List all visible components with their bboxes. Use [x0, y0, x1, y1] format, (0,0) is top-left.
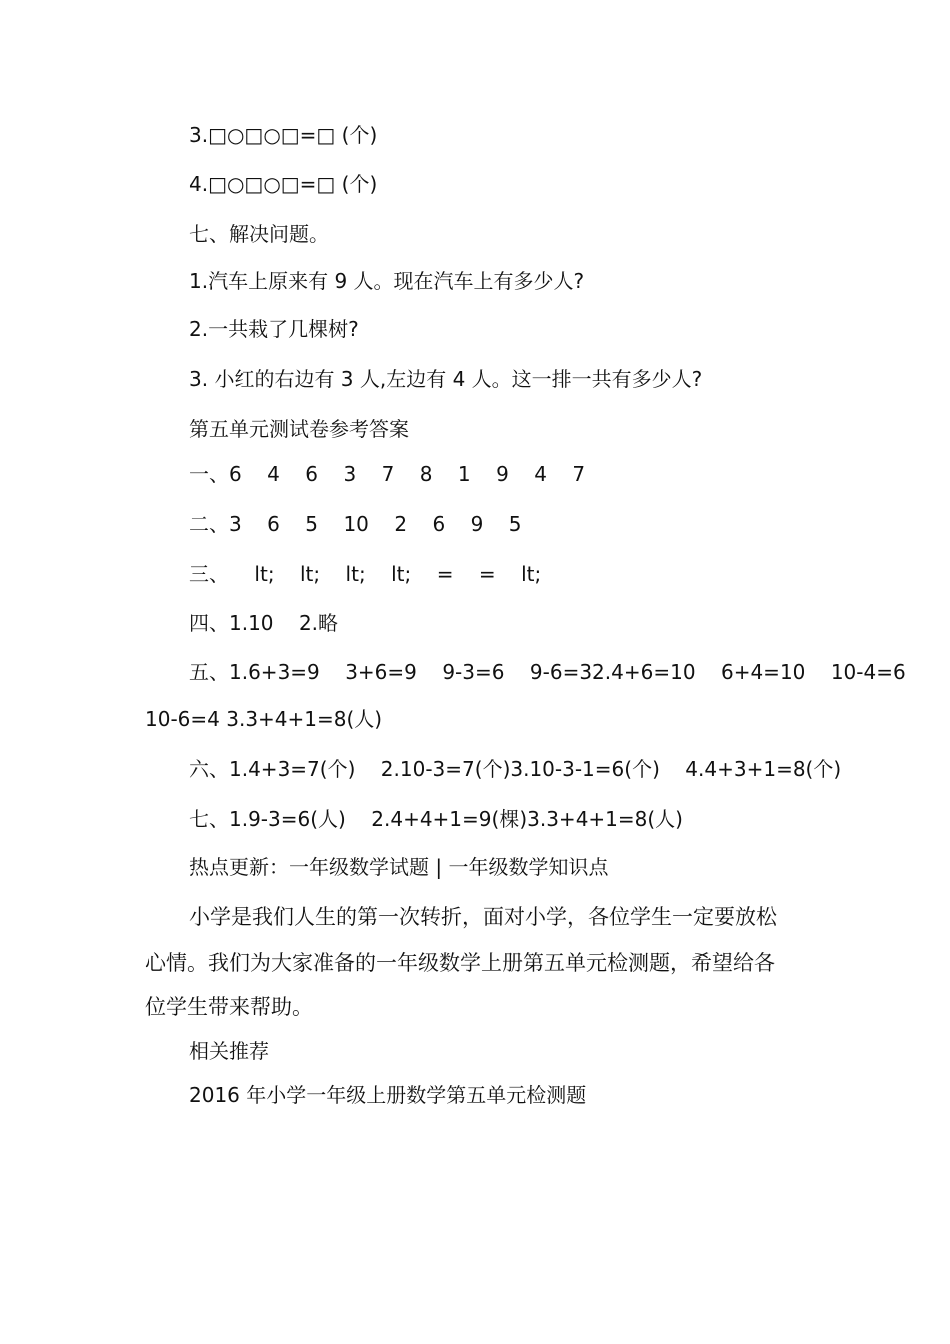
- intro-paragraph-line-1: 小学是我们人生的第一次转折，面对小学，各位学生一定要放松: [189, 905, 777, 929]
- related-link-title[interactable]: 2016 年小学一年级上册数学第五单元检测题: [189, 1083, 587, 1107]
- intro-paragraph-line-3: 位学生带来帮助。: [145, 995, 313, 1019]
- answer-section-4: 四、1.10 2.略: [189, 611, 339, 635]
- answers-heading: 第五单元测试卷参考答案: [189, 417, 409, 441]
- section-heading-solve: 七、解决问题。: [189, 222, 329, 246]
- hot-updates-line: 热点更新：一年级数学试题 | 一年级数学知识点: [189, 855, 609, 879]
- answer-section-7: 七、1.9-3=6(人) 2.4+4+1=9(棵)3.3+4+1=8(人): [189, 807, 683, 831]
- intro-paragraph-line-2: 心情。我们为大家准备的一年级数学上册第五单元检测题，希望给各: [145, 951, 775, 975]
- answer-section-5-continued: 10-6=4 3.3+4+1=8(人): [145, 707, 383, 731]
- answer-section-2: 二、3 6 5 10 2 6 9 5: [189, 512, 522, 536]
- question-1: 1.汽车上原来有 9 人。现在汽车上有多少人?: [189, 269, 585, 293]
- answer-section-6: 六、1.4+3=7(个) 2.10-3=7(个)3.10-3-1=6(个) 4.4+3+1=8(个): [189, 757, 842, 781]
- equation-line-4: 4.□○□○□=□ (个): [189, 172, 378, 196]
- question-3: 3. 小红的右边有 3 人,左边有 4 人。这一排一共有多少人?: [189, 367, 703, 391]
- answer-section-5: 五、1.6+3=9 3+6=9 9-3=6 9-6=32.4+6=10 6+4=10 10-4=6: [189, 660, 906, 684]
- question-2: 2.一共栽了几棵树?: [189, 317, 359, 341]
- answer-section-3: 三、 lt; lt; lt; lt; = = lt;: [189, 562, 542, 586]
- related-heading: 相关推荐: [189, 1039, 269, 1063]
- answer-section-1: 一、6 4 6 3 7 8 1 9 4 7: [189, 462, 586, 486]
- equation-line-3: 3.□○□○□=□ (个): [189, 123, 378, 147]
